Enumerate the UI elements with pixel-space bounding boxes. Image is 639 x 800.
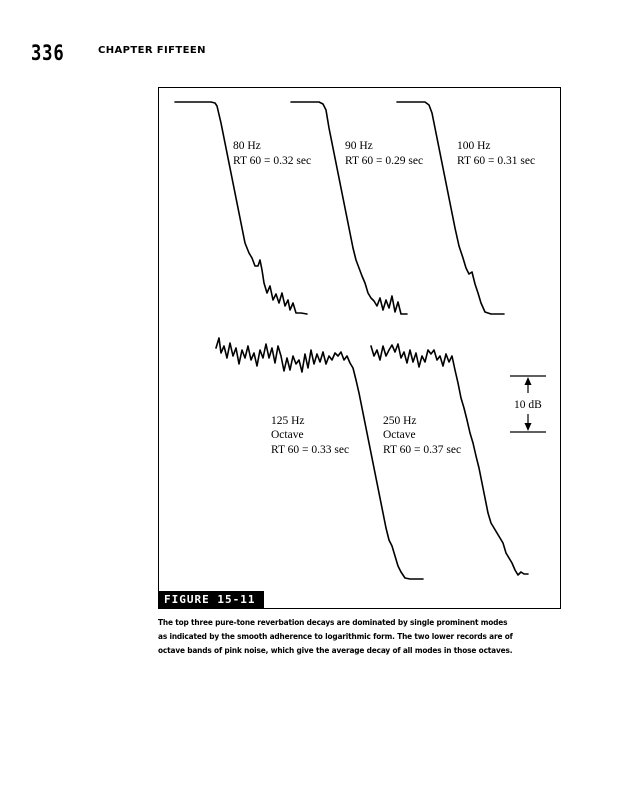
annotation-125hz [271,415,349,456]
decay-trace-90hz [291,102,407,314]
figure-frame [158,87,561,609]
chapter-title: CHAPTER FIFTEEN [98,45,206,56]
decay-trace-80hz [175,102,307,314]
caption-line: The top three pure-tone reverbation decays are dominated by single prominent modes [158,617,508,627]
annotation-line: RT 60 = 0.33 sec [271,444,350,456]
annotation-line: 250 Hz [383,415,417,427]
annotation-line: 90 Hz [345,140,373,152]
decay-trace-100hz [397,102,504,314]
annotation-250hz [383,415,461,456]
decay-trace-250hz-octave [371,344,528,575]
caption-line: as indicated by the smooth adherence to logarithmic form. The two lower records are of [158,631,513,641]
annotation-line: 80 Hz [233,140,261,152]
annotation-90hz [345,140,423,167]
caption-line: octave bands of pink noise, which give the average decay of all modes in those octaves. [158,645,513,655]
figure-plot [159,88,562,610]
annotation-line: 125 Hz [271,415,305,427]
figure-label: FIGURE 15-11 [158,591,264,609]
annotation-line: RT 60 = 0.37 sec [383,444,462,456]
annotation-line: Octave [383,429,416,441]
scale-label: 10 dB [514,399,542,411]
annotation-line: 100 Hz [457,140,491,152]
annotation-line: RT 60 = 0.32 sec [233,155,312,167]
annotation-100hz [457,140,535,167]
annotation-line: RT 60 = 0.29 sec [345,155,424,167]
annotation-80hz [233,140,311,167]
decay-trace-125hz-octave [216,338,423,579]
page-number: 336 [31,41,65,65]
annotation-line: Octave [271,429,304,441]
figure-caption [158,615,568,657]
annotation-line: RT 60 = 0.31 sec [457,155,536,167]
